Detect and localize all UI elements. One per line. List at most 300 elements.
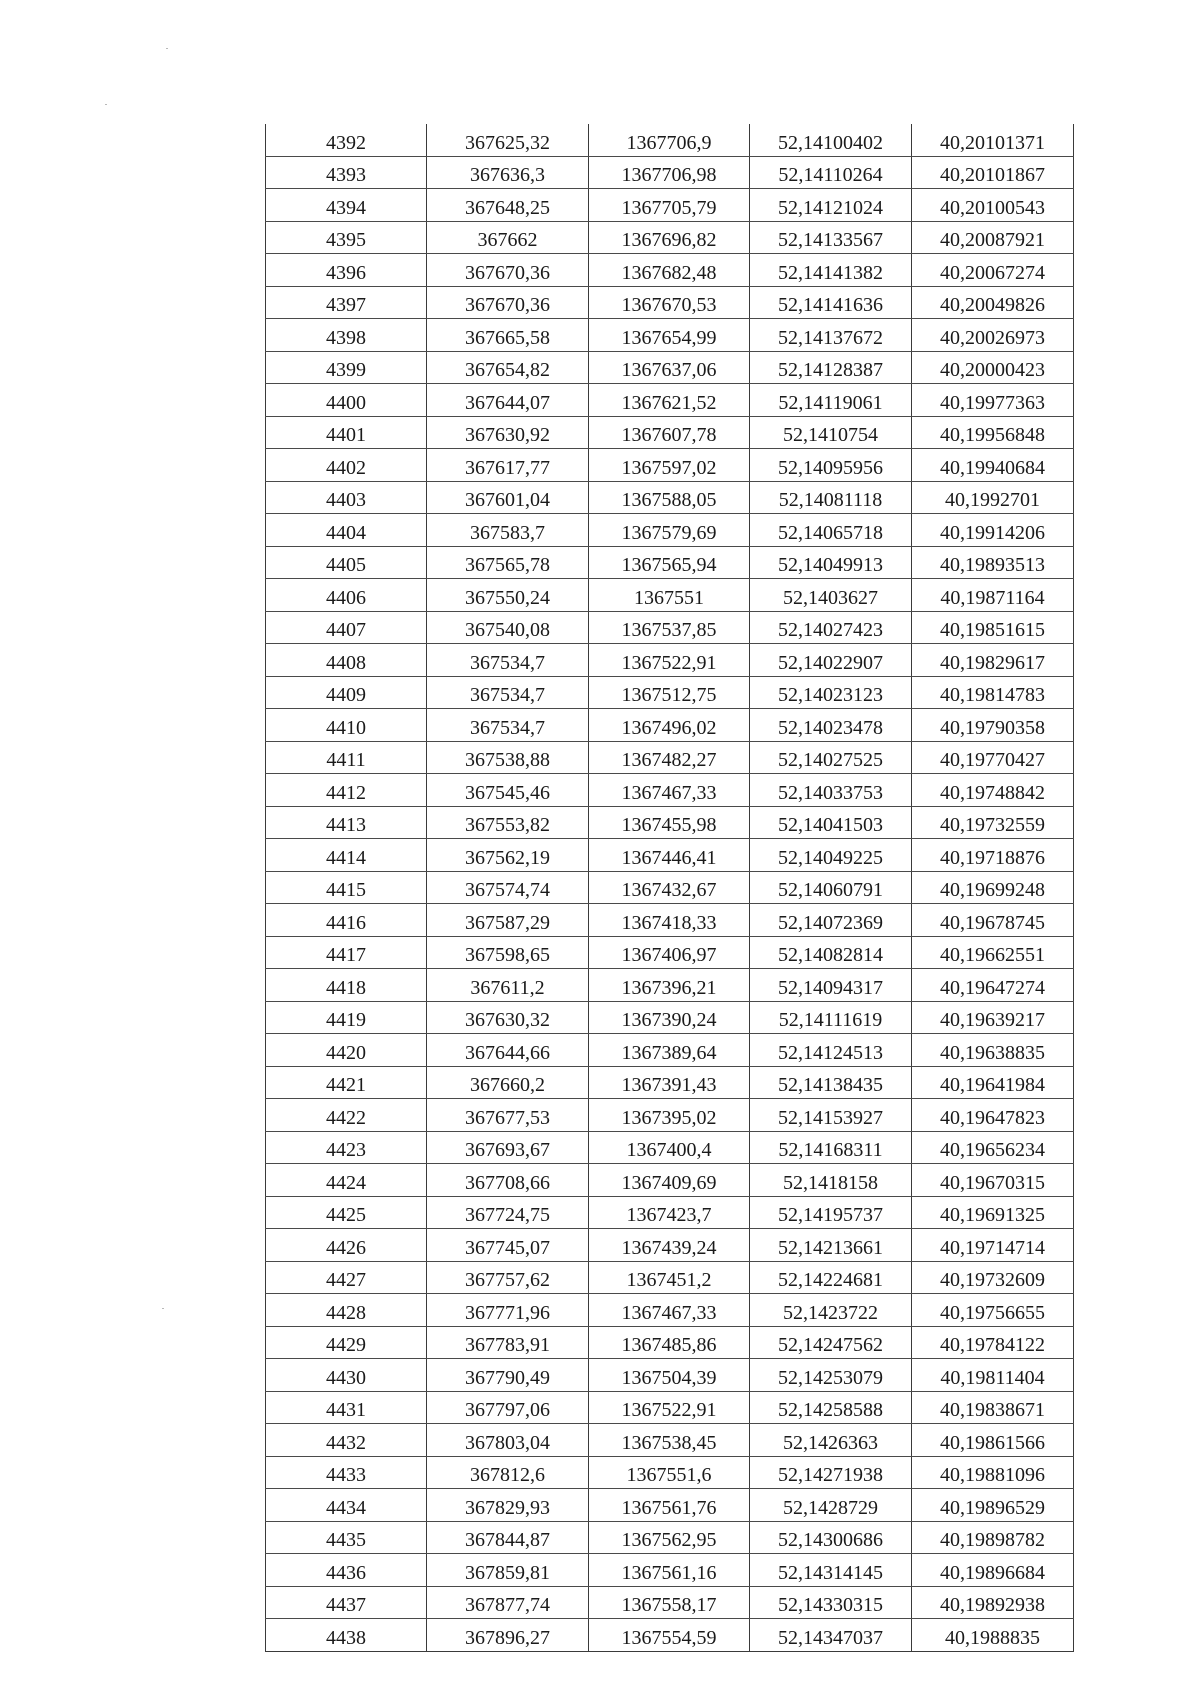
point-number-cell bbox=[266, 1424, 427, 1457]
cell-value: 1367561,76 bbox=[621, 1496, 717, 1519]
cell-value: 4414 bbox=[326, 846, 366, 869]
latitude-cell bbox=[750, 189, 912, 222]
longitude-cell bbox=[912, 1099, 1074, 1132]
cell-value: 40,19914206 bbox=[940, 521, 1045, 544]
longitude-cell bbox=[912, 741, 1074, 774]
longitude-cell bbox=[912, 839, 1074, 872]
y-coordinate-cell bbox=[589, 969, 750, 1002]
scan-speck bbox=[162, 1308, 164, 1309]
table-row bbox=[266, 644, 1074, 677]
longitude-cell bbox=[912, 546, 1074, 579]
cell-value: 1367558,17 bbox=[621, 1594, 717, 1616]
x-coordinate-cell bbox=[427, 1261, 589, 1294]
cell-value: 40,1992701 bbox=[945, 489, 1040, 511]
cell-value: 4420 bbox=[326, 1041, 366, 1064]
longitude-cell bbox=[912, 1164, 1074, 1197]
y-coordinate-cell bbox=[589, 1131, 750, 1164]
cell-value: 52,14082814 bbox=[778, 944, 883, 966]
cell-value: 1367395,02 bbox=[621, 1106, 717, 1129]
table-row bbox=[266, 1424, 1074, 1457]
cell-value: 52,14060791 bbox=[778, 879, 883, 901]
cell-value: 367630,92 bbox=[465, 424, 550, 446]
point-number-cell bbox=[266, 1294, 427, 1327]
cell-value: 367534,7 bbox=[470, 651, 545, 674]
x-coordinate-cell bbox=[427, 449, 589, 482]
cell-value: 52,14023478 bbox=[778, 716, 883, 739]
y-coordinate-cell bbox=[589, 481, 750, 514]
latitude-cell bbox=[750, 124, 912, 156]
cell-value: 40,19639217 bbox=[940, 1009, 1045, 1031]
cell-value: 1367467,33 bbox=[621, 781, 717, 804]
point-number-cell bbox=[266, 1359, 427, 1392]
cell-value: 1367400,4 bbox=[626, 1139, 712, 1161]
table-row bbox=[266, 774, 1074, 807]
cell-value: 40,19871164 bbox=[940, 586, 1045, 609]
longitude-cell bbox=[912, 1261, 1074, 1294]
table-row bbox=[266, 384, 1074, 417]
point-number-cell bbox=[266, 514, 427, 547]
cell-value: 52,14213661 bbox=[778, 1236, 883, 1259]
latitude-cell bbox=[750, 709, 912, 742]
y-coordinate-cell bbox=[589, 1164, 750, 1197]
point-number-cell bbox=[266, 1456, 427, 1489]
table-row bbox=[266, 1554, 1074, 1587]
latitude-cell bbox=[750, 1066, 912, 1099]
point-number-cell bbox=[266, 871, 427, 904]
cell-value: 40,19638835 bbox=[940, 1041, 1045, 1064]
latitude-cell bbox=[750, 839, 912, 872]
x-coordinate-cell bbox=[427, 709, 589, 742]
point-number-cell bbox=[266, 1229, 427, 1262]
latitude-cell bbox=[750, 1294, 912, 1327]
x-coordinate-cell bbox=[427, 969, 589, 1002]
longitude-cell bbox=[912, 351, 1074, 384]
table-row bbox=[266, 1619, 1074, 1652]
longitude-cell bbox=[912, 644, 1074, 677]
cell-value: 40,20087921 bbox=[940, 229, 1045, 251]
y-coordinate-cell bbox=[589, 611, 750, 644]
cell-value: 40,19893513 bbox=[940, 554, 1045, 576]
point-number-cell bbox=[266, 1489, 427, 1522]
longitude-cell bbox=[912, 286, 1074, 319]
point-number-cell bbox=[266, 1326, 427, 1359]
cell-value: 4409 bbox=[326, 684, 366, 706]
cell-value: 1367537,85 bbox=[621, 619, 717, 641]
point-number-cell bbox=[266, 1034, 427, 1067]
cell-value: 52,14094317 bbox=[778, 976, 883, 999]
table-row bbox=[266, 579, 1074, 612]
cell-value: 367562,19 bbox=[465, 846, 550, 869]
x-coordinate-cell bbox=[427, 1619, 589, 1652]
latitude-cell bbox=[750, 1424, 912, 1457]
latitude-cell bbox=[750, 1196, 912, 1229]
cell-value: 367583,7 bbox=[470, 521, 545, 544]
x-coordinate-cell bbox=[427, 1131, 589, 1164]
x-coordinate-cell bbox=[427, 611, 589, 644]
longitude-cell bbox=[912, 384, 1074, 417]
cell-value: 367896,27 bbox=[465, 1626, 550, 1649]
latitude-cell bbox=[750, 1164, 912, 1197]
cell-value: 40,19881096 bbox=[940, 1464, 1045, 1486]
x-coordinate-cell bbox=[427, 319, 589, 352]
cell-value: 4417 bbox=[326, 944, 366, 966]
cell-value: 40,19940684 bbox=[940, 456, 1045, 479]
point-number-cell bbox=[266, 286, 427, 319]
latitude-cell bbox=[750, 1229, 912, 1262]
point-number-cell bbox=[266, 1196, 427, 1229]
cell-value: 1367522,91 bbox=[621, 1399, 717, 1421]
y-coordinate-cell bbox=[589, 1424, 750, 1457]
longitude-cell bbox=[912, 1229, 1074, 1262]
cell-value: 1367705,79 bbox=[621, 196, 717, 219]
longitude-cell bbox=[912, 319, 1074, 352]
table-row bbox=[266, 1099, 1074, 1132]
point-number-cell bbox=[266, 221, 427, 254]
cell-value: 4393 bbox=[326, 164, 366, 186]
cell-value: 40,19662551 bbox=[940, 944, 1045, 966]
point-number-cell bbox=[266, 1586, 427, 1619]
cell-value: 52,14095956 bbox=[778, 456, 883, 479]
table-row bbox=[266, 1066, 1074, 1099]
longitude-cell bbox=[912, 1196, 1074, 1229]
table-row bbox=[266, 254, 1074, 287]
cell-value: 1367390,24 bbox=[621, 1009, 717, 1031]
x-coordinate-cell bbox=[427, 904, 589, 937]
cell-value: 1367562,95 bbox=[621, 1529, 717, 1551]
latitude-cell bbox=[750, 904, 912, 937]
cell-value: 52,14100402 bbox=[778, 131, 883, 154]
cell-value: 52,14121024 bbox=[778, 196, 883, 219]
cell-value: 1367389,64 bbox=[621, 1041, 717, 1064]
x-coordinate-cell bbox=[427, 1196, 589, 1229]
table-row bbox=[266, 1261, 1074, 1294]
cell-value: 4425 bbox=[326, 1204, 366, 1226]
longitude-cell bbox=[912, 1359, 1074, 1392]
cell-value: 4435 bbox=[326, 1529, 366, 1551]
table-row bbox=[266, 1001, 1074, 1034]
table-row bbox=[266, 709, 1074, 742]
cell-value: 367783,91 bbox=[465, 1334, 550, 1356]
point-number-cell bbox=[266, 579, 427, 612]
latitude-cell bbox=[750, 774, 912, 807]
latitude-cell bbox=[750, 449, 912, 482]
cell-value: 1367409,69 bbox=[621, 1171, 717, 1194]
y-coordinate-cell bbox=[589, 1229, 750, 1262]
x-coordinate-cell bbox=[427, 1066, 589, 1099]
longitude-cell bbox=[912, 1066, 1074, 1099]
cell-value: 40,19732609 bbox=[940, 1269, 1045, 1291]
point-number-cell bbox=[266, 416, 427, 449]
table-row bbox=[266, 904, 1074, 937]
x-coordinate-cell bbox=[427, 579, 589, 612]
cell-value: 4426 bbox=[326, 1236, 366, 1259]
cell-value: 40,19647823 bbox=[940, 1106, 1045, 1129]
cell-value: 40,19956848 bbox=[940, 424, 1045, 446]
cell-value: 1367565,94 bbox=[621, 554, 717, 576]
cell-value: 367644,07 bbox=[465, 391, 550, 414]
cell-value: 52,14049225 bbox=[778, 846, 883, 869]
cell-value: 1367588,05 bbox=[621, 489, 717, 511]
y-coordinate-cell bbox=[589, 1066, 750, 1099]
cell-value: 1367621,52 bbox=[621, 391, 717, 414]
y-coordinate-cell bbox=[589, 1489, 750, 1522]
longitude-cell bbox=[912, 254, 1074, 287]
longitude-cell bbox=[912, 189, 1074, 222]
table-row bbox=[266, 1586, 1074, 1619]
table-row bbox=[266, 416, 1074, 449]
cell-value: 1367561,16 bbox=[621, 1561, 717, 1584]
point-number-cell bbox=[266, 1099, 427, 1132]
cell-value: 367708,66 bbox=[465, 1171, 550, 1194]
x-coordinate-cell bbox=[427, 1359, 589, 1392]
cell-value: 52,14137672 bbox=[778, 326, 883, 349]
cell-value: 1367396,21 bbox=[621, 976, 717, 999]
point-number-cell bbox=[266, 741, 427, 774]
cell-value: 367803,04 bbox=[465, 1431, 550, 1454]
cell-value: 4419 bbox=[326, 1009, 366, 1031]
cell-value: 4394 bbox=[326, 196, 366, 219]
table-row bbox=[266, 871, 1074, 904]
cell-value: 1367451,2 bbox=[626, 1269, 712, 1291]
longitude-cell bbox=[912, 514, 1074, 547]
point-number-cell bbox=[266, 839, 427, 872]
cell-value: 1367682,48 bbox=[621, 261, 717, 284]
cell-value: 4410 bbox=[326, 716, 366, 739]
cell-value: 52,14347037 bbox=[778, 1626, 883, 1649]
cell-value: 40,19699248 bbox=[940, 879, 1045, 901]
cell-value: 367534,7 bbox=[470, 716, 545, 739]
point-number-cell bbox=[266, 319, 427, 352]
cell-value: 367877,74 bbox=[465, 1594, 550, 1616]
latitude-cell bbox=[750, 1034, 912, 1067]
latitude-cell bbox=[750, 1326, 912, 1359]
point-number-cell bbox=[266, 449, 427, 482]
cell-value: 4397 bbox=[326, 294, 366, 316]
cell-value: 40,19896529 bbox=[940, 1496, 1045, 1519]
cell-value: 1367446,41 bbox=[621, 846, 717, 869]
y-coordinate-cell bbox=[589, 1196, 750, 1229]
latitude-cell bbox=[750, 481, 912, 514]
longitude-cell bbox=[912, 1619, 1074, 1652]
y-coordinate-cell bbox=[589, 871, 750, 904]
cell-value: 52,14271938 bbox=[778, 1464, 883, 1486]
x-coordinate-cell bbox=[427, 1164, 589, 1197]
cell-value: 52,14300686 bbox=[778, 1529, 883, 1551]
cell-value: 40,20067274 bbox=[940, 261, 1045, 284]
cell-value: 1367467,33 bbox=[621, 1301, 717, 1324]
cell-value: 4404 bbox=[326, 521, 366, 544]
x-coordinate-cell bbox=[427, 1391, 589, 1424]
latitude-cell bbox=[750, 1489, 912, 1522]
cell-value: 367724,75 bbox=[465, 1204, 550, 1226]
cell-value: 52,14049913 bbox=[778, 554, 883, 576]
y-coordinate-cell bbox=[589, 319, 750, 352]
y-coordinate-cell bbox=[589, 1391, 750, 1424]
table-row bbox=[266, 1456, 1074, 1489]
longitude-cell bbox=[912, 611, 1074, 644]
cell-value: 4430 bbox=[326, 1366, 366, 1389]
table-row bbox=[266, 449, 1074, 482]
x-coordinate-cell bbox=[427, 156, 589, 189]
cell-value: 1367522,91 bbox=[621, 651, 717, 674]
point-number-cell bbox=[266, 774, 427, 807]
cell-value: 40,19756655 bbox=[940, 1301, 1045, 1324]
y-coordinate-cell bbox=[589, 1619, 750, 1652]
cell-value: 52,14072369 bbox=[778, 911, 883, 934]
table-row bbox=[266, 1196, 1074, 1229]
cell-value: 52,14033753 bbox=[778, 781, 883, 804]
cell-value: 4411 bbox=[326, 749, 366, 771]
latitude-cell bbox=[750, 1586, 912, 1619]
x-coordinate-cell bbox=[427, 1586, 589, 1619]
latitude-cell bbox=[750, 416, 912, 449]
cell-value: 40,19838671 bbox=[940, 1399, 1045, 1421]
point-number-cell bbox=[266, 1619, 427, 1652]
cell-value: 367574,74 bbox=[465, 879, 550, 901]
point-number-cell bbox=[266, 1521, 427, 1554]
latitude-cell bbox=[750, 384, 912, 417]
latitude-cell bbox=[750, 1554, 912, 1587]
longitude-cell bbox=[912, 871, 1074, 904]
latitude-cell bbox=[750, 156, 912, 189]
cell-value: 367636,3 bbox=[470, 164, 545, 186]
cell-value: 367545,46 bbox=[465, 781, 550, 804]
cell-value: 367797,06 bbox=[465, 1399, 550, 1421]
table-row bbox=[266, 936, 1074, 969]
x-coordinate-cell bbox=[427, 384, 589, 417]
cell-value: 40,19714714 bbox=[940, 1236, 1045, 1259]
point-number-cell bbox=[266, 644, 427, 677]
cell-value: 367630,32 bbox=[465, 1009, 550, 1031]
longitude-cell bbox=[912, 1001, 1074, 1034]
x-coordinate-cell bbox=[427, 806, 589, 839]
table-row bbox=[266, 1521, 1074, 1554]
cell-value: 367757,62 bbox=[465, 1269, 550, 1291]
table-row bbox=[266, 156, 1074, 189]
cell-value: 40,19814783 bbox=[940, 684, 1045, 706]
x-coordinate-cell bbox=[427, 1554, 589, 1587]
y-coordinate-cell bbox=[589, 416, 750, 449]
latitude-cell bbox=[750, 936, 912, 969]
cell-value: 52,14247562 bbox=[778, 1334, 883, 1356]
table-row bbox=[266, 189, 1074, 222]
latitude-cell bbox=[750, 1359, 912, 1392]
point-number-cell bbox=[266, 936, 427, 969]
longitude-cell bbox=[912, 676, 1074, 709]
longitude-cell bbox=[912, 1326, 1074, 1359]
cell-value: 52,14110264 bbox=[778, 164, 883, 186]
point-number-cell bbox=[266, 1391, 427, 1424]
cell-value: 1367482,27 bbox=[621, 749, 717, 771]
cell-value: 4436 bbox=[326, 1561, 366, 1584]
cell-value: 1367551 bbox=[634, 586, 704, 609]
table-row bbox=[266, 351, 1074, 384]
cell-value: 52,1426363 bbox=[783, 1431, 878, 1454]
cell-value: 367625,32 bbox=[465, 131, 550, 154]
cell-value: 40,19691325 bbox=[940, 1204, 1045, 1226]
latitude-cell bbox=[750, 579, 912, 612]
point-number-cell bbox=[266, 156, 427, 189]
table-row bbox=[266, 1326, 1074, 1359]
cell-value: 52,14124513 bbox=[778, 1041, 883, 1064]
y-coordinate-cell bbox=[589, 189, 750, 222]
cell-value: 1367391,43 bbox=[621, 1074, 717, 1096]
table-row bbox=[266, 1489, 1074, 1522]
point-number-cell bbox=[266, 546, 427, 579]
y-coordinate-cell bbox=[589, 351, 750, 384]
table-row bbox=[266, 611, 1074, 644]
cell-value: 40,20026973 bbox=[940, 326, 1045, 349]
point-number-cell bbox=[266, 806, 427, 839]
cell-value: 367617,77 bbox=[465, 456, 550, 479]
x-coordinate-cell bbox=[427, 839, 589, 872]
table-row bbox=[266, 839, 1074, 872]
cell-value: 4429 bbox=[326, 1334, 366, 1356]
table-row bbox=[266, 1229, 1074, 1262]
point-number-cell bbox=[266, 481, 427, 514]
latitude-cell bbox=[750, 1521, 912, 1554]
scan-speck bbox=[105, 104, 107, 105]
y-coordinate-cell bbox=[589, 936, 750, 969]
cell-value: 367670,36 bbox=[465, 294, 550, 316]
longitude-cell bbox=[912, 1391, 1074, 1424]
cell-value: 40,19851615 bbox=[940, 619, 1045, 641]
latitude-cell bbox=[750, 286, 912, 319]
cell-value: 4415 bbox=[326, 879, 366, 901]
cell-value: 4427 bbox=[326, 1269, 366, 1291]
longitude-cell bbox=[912, 1521, 1074, 1554]
y-coordinate-cell bbox=[589, 774, 750, 807]
cell-value: 1367706,98 bbox=[621, 164, 717, 186]
longitude-cell bbox=[912, 416, 1074, 449]
cell-value: 4401 bbox=[326, 424, 366, 446]
point-number-cell bbox=[266, 1164, 427, 1197]
latitude-cell bbox=[750, 741, 912, 774]
cell-value: 52,14133567 bbox=[778, 229, 883, 251]
cell-value: 367601,04 bbox=[465, 489, 550, 511]
cell-value: 367587,29 bbox=[465, 911, 550, 934]
latitude-cell bbox=[750, 1099, 912, 1132]
y-coordinate-cell bbox=[589, 1521, 750, 1554]
cell-value: 367693,67 bbox=[465, 1139, 550, 1161]
cell-value: 1367706,9 bbox=[626, 131, 712, 154]
cell-value: 4418 bbox=[326, 976, 366, 999]
latitude-cell bbox=[750, 1619, 912, 1652]
longitude-cell bbox=[912, 156, 1074, 189]
cell-value: 52,14041503 bbox=[778, 814, 883, 836]
cell-value: 1367538,45 bbox=[621, 1431, 717, 1454]
cell-value: 367611,2 bbox=[470, 976, 545, 999]
table-row bbox=[266, 221, 1074, 254]
cell-value: 40,19896684 bbox=[940, 1561, 1045, 1584]
point-number-cell bbox=[266, 124, 427, 156]
table-row bbox=[266, 1294, 1074, 1327]
longitude-cell bbox=[912, 969, 1074, 1002]
x-coordinate-cell bbox=[427, 286, 589, 319]
cell-value: 367644,66 bbox=[465, 1041, 550, 1064]
longitude-cell bbox=[912, 1131, 1074, 1164]
table-row bbox=[266, 806, 1074, 839]
y-coordinate-cell bbox=[589, 839, 750, 872]
x-coordinate-cell bbox=[427, 546, 589, 579]
y-coordinate-cell bbox=[589, 449, 750, 482]
coordinates-table-body bbox=[266, 124, 1074, 1651]
cell-value: 4413 bbox=[326, 814, 366, 836]
cell-value: 40,19770427 bbox=[940, 749, 1045, 771]
latitude-cell bbox=[750, 1131, 912, 1164]
table-row bbox=[266, 286, 1074, 319]
cell-value: 40,19811404 bbox=[940, 1366, 1045, 1389]
